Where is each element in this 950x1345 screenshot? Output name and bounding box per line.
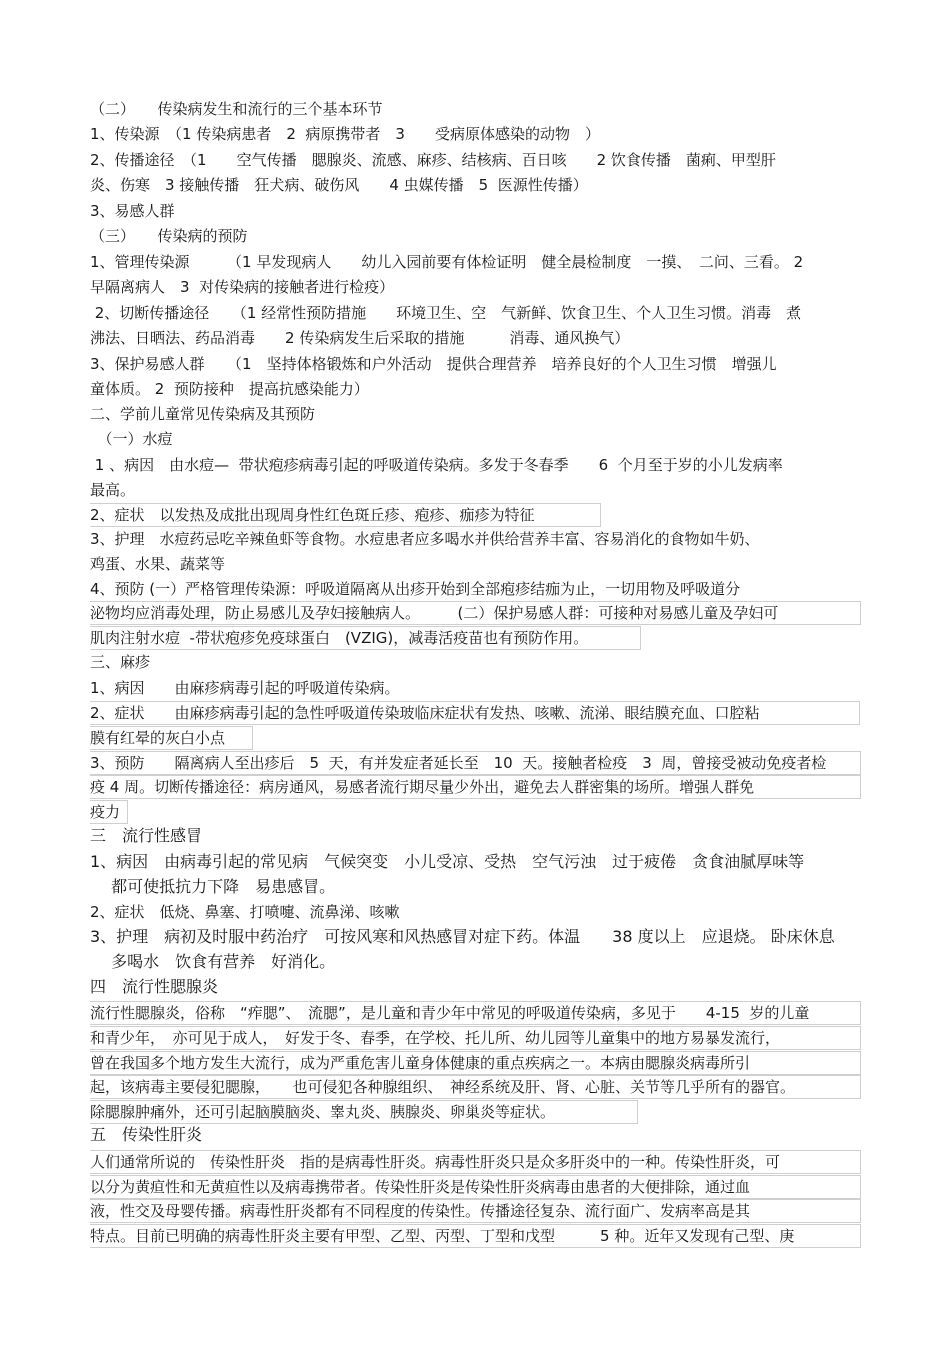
text-line: 2、症状 由麻疹病毒引起的急性呼吸道传染玻临床症状有发热、咳嗽、流涕、眼结膜充血、口腔粘 xyxy=(90,701,860,725)
text-line: 疫 4 周。切断传播途径：病房通风，易感者流行期尽量少外出，避免去人群密集的场所。增强人群免 xyxy=(90,775,861,799)
text-line: 二、学前儿童常见传染病及其预防 xyxy=(90,405,316,423)
text-line: 1、传染源 （1 传染病患者 2 病原携带者 3 受病原体感染的动物 ） xyxy=(90,125,600,143)
text-line: 鸡蛋、水果、蔬菜等 xyxy=(90,555,226,573)
text-line: 除腮腺肿痛外，还可引起脑膜脑炎、睾丸炎、胰腺炎、卵巢炎等症状。 xyxy=(90,1100,638,1124)
text-line: 2、切断传播途径 （1 经常性预防措施 环境卫生、空 气新鲜、饮食卫生、个人卫生习惯。消毒 煮 xyxy=(90,304,802,322)
text-line: 肌肉注射水痘 -带状疱疹免疫球蛋白 (VZIG)，减毒活疫苗也有预防作用。 xyxy=(90,626,641,650)
text-line: 2、症状 以发热及成批出现周身性红色斑丘疹、疱疹、痂疹为特征 xyxy=(90,503,601,527)
text-line: 人们通常所说的 传染性肝炎 指的是病毒性肝炎。病毒性肝炎只是众多肝炎中的一种。传染性肝炎，可 xyxy=(90,1150,861,1174)
text-line: 沸法、日晒法、药品消毒 2 传染病发生后采取的措施 消毒、通风换气） xyxy=(90,329,630,347)
text-line: 疫力 xyxy=(90,800,128,824)
text-line: 童体质。 2 预防接种 提高抗感染能力） xyxy=(90,380,369,398)
text-line: 早隔离病人 3 对传染病的接触者进行检疫） xyxy=(90,278,395,296)
text-line: 曾在我国多个地方发生大流行，成为严重危害儿童身体健康的重点疾病之一。本病由腮腺炎病毒所引 xyxy=(90,1051,861,1075)
text-line: 1、病因 由病毒引起的常见病 气候突变 小儿受凉、受热 空气污浊 过于疲倦 贪食油腻厚味等 xyxy=(90,852,805,871)
text-line: 2、传播途径 （1 空气传播 腮腺炎、流感、麻疹、结核病、百日咳 2 饮食传播 菌痢、甲型肝 xyxy=(90,151,776,169)
text-line: 1、病因 由麻疹病毒引起的呼吸道传染病。 xyxy=(90,679,400,697)
text-line: （三） 传染病的预防 xyxy=(90,227,248,245)
text-line: 泌物均应消毒处理，防止易感儿及孕妇接触病人。 (二）保护易感人群：可接种对易感儿童及孕妇可 xyxy=(90,601,861,625)
text-line: 3、易感人群 xyxy=(90,202,175,220)
text-line: （二） 传染病发生和流行的三个基本环节 xyxy=(90,100,383,118)
text-line: 五 传染性肝炎 xyxy=(90,1125,203,1144)
text-line: 3、护理 水痘药忌吃辛辣鱼虾等食物。水痘患者应多喝水并供给营养丰富、容易消化的食物如牛奶、 xyxy=(90,530,760,548)
text-line: 起，该病毒主要侵犯腮腺， 也可侵犯各种腺组织、 神经系统及肝、肾、心脏、关节等几乎所有的器官。 xyxy=(90,1075,861,1099)
text-line: （一）水痘 xyxy=(90,430,173,448)
text-line: 炎、伤寒 3 接触传播 狂犬病、破伤风 4 虫媒传播 5 医源性传播） xyxy=(90,176,588,194)
text-line: 特点。目前已明确的病毒性肝炎主要有甲型、乙型、丙型、丁型和戊型 5 种。近年又发现有己型、庚 xyxy=(90,1224,861,1248)
text-line: 2、症状 低烧、鼻塞、打喷嚏、流鼻涕、咳嗽 xyxy=(90,903,400,921)
text-line: 以分为黄疸性和无黄疸性以及病毒携带者。传染性肝炎是传染性肝炎病毒由患者的大便排除，通过血 xyxy=(90,1175,861,1199)
text-line: 液，性交及母婴传播。病毒性肝炎都有不同程度的传染性。传播途径复杂、流行面广、发病率高是其 xyxy=(90,1199,861,1223)
text-line: 3、护理 病初及时服中药治疗 可按风寒和风热感冒对症下药。体温 38 度以上 应退烧。 卧床休息 xyxy=(90,927,835,946)
text-line: 和青少年， 亦可见于成人， 好发于冬、春季，在学校、托儿所、幼儿园等儿童集中的地方易暴发流行， xyxy=(90,1026,861,1050)
text-line: 1 、病因 由水痘— 带状疱疹病毒引起的呼吸道传染病。多发于冬春季 6 个月至于岁的小儿发病率 xyxy=(90,456,783,474)
text-line: 流行性腮腺炎，俗称 “痄腮”、 流腮”，是儿童和青少年中常见的呼吸道传染病，多见于 4-15 岁的儿童 xyxy=(90,1001,861,1025)
text-line: 3、保护易感人群 （1 坚持体格锻炼和户外活动 提供合理营养 培养良好的个人卫生习惯 增强儿 xyxy=(90,355,777,373)
text-line: 1、管理传染源 （1 早发现病人 幼儿入园前要有体检证明 健全晨检制度 一摸、 二问、三看。 2 xyxy=(90,253,804,271)
text-line: 都可使抵抗力下降 易患感冒。 xyxy=(90,877,336,896)
text-line: 3、预防 隔离病人至出疹后 5 天，有并发症者延长至 10 天。接触者检疫 3 周，曾接受被动免疫者检 xyxy=(90,751,861,775)
text-line: 三、麻疹 xyxy=(90,653,151,671)
text-line: 三 流行性感冒 xyxy=(90,826,203,845)
text-line: 最高。 xyxy=(90,481,136,499)
text-line: 膜有红晕的灰白小点 xyxy=(90,726,253,750)
text-line: 4、预防 (一）严格管理传染源：呼吸道隔离从出疹开始到全部疱疹结痂为止，一切用物及呼吸道分 xyxy=(90,580,741,598)
text-line: 四 流行性腮腺炎 xyxy=(90,977,219,996)
text-line: 多喝水 饮食有营养 好消化。 xyxy=(90,952,336,971)
